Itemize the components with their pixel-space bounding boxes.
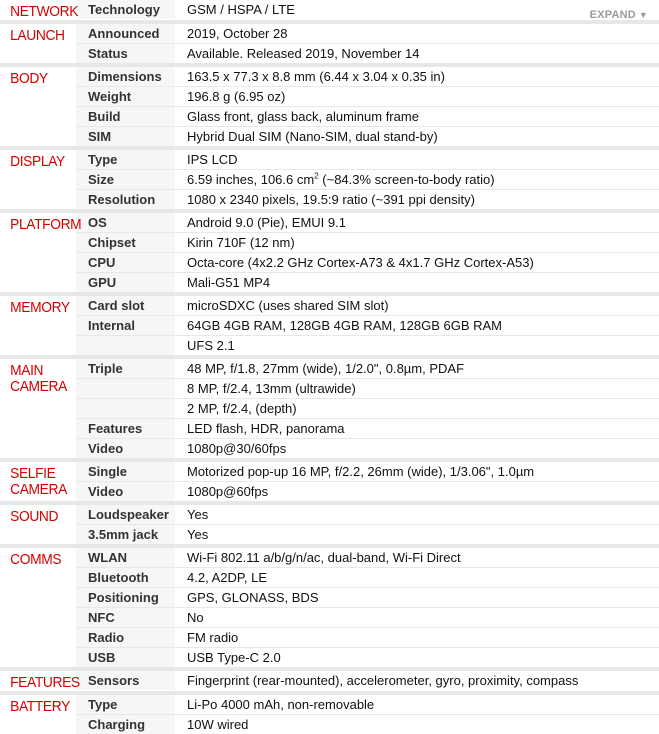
section-title: BODY: [10, 70, 48, 87]
spec-row: [76, 398, 659, 418]
spec-row: [76, 86, 659, 106]
spec-row: [76, 232, 659, 252]
spec-value: 1080p@60fps: [187, 484, 269, 499]
spec-value: 1080p@30/60fps: [187, 441, 287, 456]
spec-label[interactable]: Triple: [76, 359, 175, 378]
spec-value: 4.2, A2DP, LE: [187, 570, 267, 585]
spec-section-main-camera: [0, 355, 659, 458]
spec-value: Glass front, glass back, aluminum frame: [187, 109, 419, 124]
spec-section-network: [0, 0, 659, 20]
spec-label[interactable]: Charging: [76, 715, 175, 734]
spec-value: Kirin 710F (12 nm): [187, 235, 295, 250]
spec-rows: [76, 24, 659, 63]
spec-value: 2019, October 28: [187, 26, 288, 41]
spec-value: FM radio: [187, 630, 239, 645]
spec-rows: [76, 359, 659, 458]
spec-row: [76, 524, 659, 544]
spec-row: [76, 607, 659, 627]
spec-value: 163.5 x 77.3 x 8.8 mm (6.44 x 3.04 x 0.35 in): [187, 69, 445, 84]
spec-row: [76, 296, 659, 315]
section-title: SOUND: [10, 508, 59, 525]
spec-row: [76, 462, 659, 481]
spec-value: 48 MP, f/1.8, 27mm (wide), 1/2.0", 0.8µm, PDAF: [187, 361, 465, 376]
spec-value: Hybrid Dual SIM (Nano-SIM, dual stand-by): [187, 129, 438, 144]
spec-label[interactable]: Positioning: [76, 588, 175, 607]
spec-section-selfie-camera: [0, 458, 659, 501]
spec-label[interactable]: Single: [76, 462, 175, 481]
spec-rows: [76, 150, 659, 209]
spec-section-display: [0, 146, 659, 209]
chevron-down-icon: ▼: [638, 10, 648, 20]
section-title: COMMS: [10, 551, 62, 568]
spec-value: 1080 x 2340 pixels, 19.5:9 ratio (~391 ppi density): [187, 192, 475, 207]
spec-row: [76, 647, 659, 667]
spec-value-superscript: 2: [314, 171, 319, 181]
spec-section-memory: [0, 292, 659, 355]
spec-rows: [76, 67, 659, 146]
section-title: MAIN CAMERA: [10, 362, 67, 395]
spec-rows: [76, 462, 659, 501]
spec-label[interactable]: Features: [76, 419, 175, 438]
spec-value: UFS 2.1: [187, 338, 235, 353]
spec-value: Li-Po 4000 mAh, non-removable: [187, 697, 375, 712]
spec-value: Wi-Fi 802.11 a/b/g/n/ac, dual-band, Wi-Fi Direct: [187, 550, 461, 565]
spec-label[interactable]: SIM: [76, 127, 175, 146]
spec-label[interactable]: [76, 336, 175, 355]
spec-label[interactable]: Size: [76, 170, 175, 189]
spec-label[interactable]: [76, 379, 175, 398]
spec-row: [76, 438, 659, 458]
spec-row: [76, 671, 659, 690]
spec-row: [76, 481, 659, 501]
spec-row: [76, 252, 659, 272]
section-title: LAUNCH: [10, 27, 65, 44]
spec-label[interactable]: GPU: [76, 273, 175, 292]
spec-label[interactable]: Card slot: [76, 296, 175, 315]
spec-label[interactable]: NFC: [76, 608, 175, 627]
spec-rows: [76, 296, 659, 355]
spec-row: [76, 150, 659, 169]
section-title: NETWORK: [10, 3, 79, 20]
spec-value: IPS LCD: [187, 152, 238, 167]
spec-value: Yes: [187, 507, 209, 522]
section-title: SELFIE CAMERA: [10, 465, 67, 498]
spec-label[interactable]: Type: [76, 150, 175, 169]
spec-label[interactable]: USB: [76, 648, 175, 667]
spec-value: 64GB 4GB RAM, 128GB 4GB RAM, 128GB 6GB RAM: [187, 318, 503, 333]
spec-label[interactable]: Technology: [76, 0, 175, 19]
spec-value: Octa-core (4x2.2 GHz Cortex-A73 & 4x1.7 GHz Cortex-A53): [187, 255, 534, 270]
spec-row: [76, 24, 659, 43]
spec-rows: [76, 548, 659, 667]
spec-section-launch: [0, 20, 659, 63]
spec-label[interactable]: Bluetooth: [76, 568, 175, 587]
spec-section-comms: [0, 544, 659, 667]
spec-value: microSDXC (uses shared SIM slot): [187, 298, 389, 313]
spec-label[interactable]: 3.5mm jack: [76, 525, 175, 544]
spec-row: [76, 106, 659, 126]
spec-value: Mali-G51 MP4: [187, 275, 271, 290]
spec-label[interactable]: OS: [76, 213, 175, 232]
spec-label[interactable]: Status: [76, 44, 175, 63]
spec-rows: [76, 505, 659, 544]
spec-value: GPS, GLONASS, BDS: [187, 590, 319, 605]
spec-row: [76, 567, 659, 587]
section-title: BATTERY: [10, 698, 70, 715]
spec-row: [76, 43, 659, 63]
spec-section-battery: [0, 691, 659, 734]
spec-row: [76, 548, 659, 567]
spec-value: Yes: [187, 527, 209, 542]
spec-rows: [76, 0, 659, 20]
spec-rows: [76, 213, 659, 292]
spec-row: [76, 378, 659, 398]
spec-section-body: [0, 63, 659, 146]
spec-label[interactable]: CPU: [76, 253, 175, 272]
spec-value: Motorized pop-up 16 MP, f/2.2, 26mm (wide), 1/3.06", 1.0µm: [187, 464, 535, 479]
spec-label[interactable]: Chipset: [76, 233, 175, 252]
spec-value: Available. Released 2019, November 14: [187, 46, 420, 61]
spec-value: No: [187, 610, 204, 625]
spec-row: [76, 627, 659, 647]
spec-value-text-after: (~84.3% screen-to-body ratio): [318, 172, 495, 187]
spec-label[interactable]: Video: [76, 439, 175, 458]
spec-row: [76, 418, 659, 438]
spec-row: [76, 0, 659, 19]
spec-label[interactable]: Type: [76, 695, 175, 714]
section-title: FEATURES: [10, 674, 80, 691]
spec-row: [76, 189, 659, 209]
spec-label[interactable]: Loudspeaker: [76, 505, 175, 524]
spec-label[interactable]: Sensors: [76, 671, 175, 690]
spec-row: [76, 67, 659, 86]
spec-label[interactable]: Build: [76, 107, 175, 126]
spec-value: USB Type-C 2.0: [187, 650, 281, 665]
spec-row: [76, 714, 659, 734]
spec-label[interactable]: Resolution: [76, 190, 175, 209]
spec-label[interactable]: Announced: [76, 24, 175, 43]
spec-row: [76, 359, 659, 378]
spec-value: GSM / HSPA / LTE: [187, 2, 295, 17]
spec-label[interactable]: [76, 399, 175, 418]
expand-label: EXPAND: [589, 9, 636, 21]
spec-label[interactable]: Radio: [76, 628, 175, 647]
spec-label[interactable]: Weight: [76, 87, 175, 106]
spec-value: 10W wired: [187, 717, 249, 732]
spec-row: [76, 126, 659, 146]
spec-label[interactable]: Dimensions: [76, 67, 175, 86]
section-title: DISPLAY: [10, 153, 65, 170]
section-title: MEMORY: [10, 299, 70, 316]
spec-row: [76, 587, 659, 607]
spec-row: [76, 335, 659, 355]
spec-rows: [76, 671, 659, 691]
spec-section-sound: [0, 501, 659, 544]
spec-section-features: [0, 667, 659, 691]
spec-value: 196.8 g (6.95 oz): [187, 89, 286, 104]
spec-value: 2 MP, f/2.4, (depth): [187, 401, 297, 416]
spec-value: [175, 170, 659, 189]
spec-section-platform: [0, 209, 659, 292]
spec-row: [76, 315, 659, 335]
section-title: PLATFORM: [10, 216, 82, 233]
spec-value: Fingerprint (rear-mounted), accelerometer, gyro, proximity, compass: [187, 673, 579, 688]
spec-row: [76, 213, 659, 232]
spec-label[interactable]: WLAN: [76, 548, 175, 567]
spec-row: [76, 272, 659, 292]
spec-label[interactable]: Internal: [76, 316, 175, 335]
spec-value-text: 6.59 inches, 106.6 cm: [187, 172, 315, 187]
spec-value: Android 9.0 (Pie), EMUI 9.1: [187, 215, 346, 230]
spec-value: LED flash, HDR, panorama: [187, 421, 345, 436]
spec-row: [76, 169, 659, 189]
spec-label[interactable]: Video: [76, 482, 175, 501]
spec-row: [76, 505, 659, 524]
spec-value: 8 MP, f/2.4, 13mm (ultrawide): [187, 381, 356, 396]
spec-row: [76, 695, 659, 714]
